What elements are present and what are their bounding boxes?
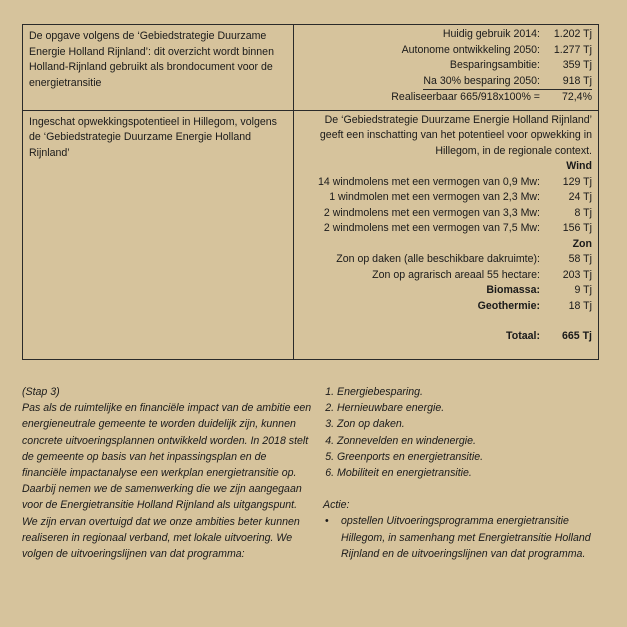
value-line: Na 30% besparing 2050: 918 Tj	[300, 74, 592, 91]
value-line: Huidig gebruik 2014: 1.202 Tj	[442, 28, 592, 40]
total-line: Totaal: 665 Tj	[506, 330, 592, 342]
value-line: Zon op agrarisch areaal 55 hectare: 203 Tj	[372, 268, 592, 281]
potentieel-values	[294, 110, 599, 359]
list-item: 5. Greenports en energietransitie.	[337, 449, 603, 465]
potentieel-intro: De ‘Gebiedstrategie Duurzame Energie Holland Rijnland’ geeft een inschatting van het potentieel voor opwekking in Hillegom, in de regionale context.	[319, 113, 592, 157]
list-item: 3. Zon op daken.	[337, 416, 603, 432]
table-row	[23, 25, 599, 111]
opgave-values	[294, 25, 599, 111]
step-body: Pas als de ruimtelijke en financiële impact van de ambitie een energieneutrale gemeente te worden duidelijk zijn, kunnen concrete uitvoeringsplannen ontwikkeld worden. In 2018 stelt de gemeente op basis van het inpassingsplan en de financiële impactanalyse een werkplan energietransitie op. Daarbij nemen we de samenwerking die we zijn aangegaan voor de Energietransitie Holland Rijnland als uitgangspunt. We zijn ervan overtuigd dat we onze ambities beter kunnen realiseren in regionaal verband, met lokale uitvoering. We volgen de uitvoeringslijnen van dat programma:	[22, 402, 312, 561]
value-line: Besparingsambitie: 359 Tj	[449, 59, 592, 71]
value-line: Biomassa: 9 Tj	[486, 284, 592, 296]
opgave-description: De opgave volgens de ‘Gebiedstrategie Duurzame Energie Holland Rijnland’: dit overzicht wordt binnen Holland-Rijnland gebruikt als brondocument voor de energietransitie	[23, 25, 294, 111]
list-item: 1. Energiebesparing.	[337, 384, 603, 400]
actie-title: Actie:	[323, 499, 350, 512]
value-line: 2 windmolens met een vermogen van 7,5 Mw: 156 Tj	[323, 222, 592, 234]
wind-heading: Wind	[566, 160, 592, 172]
step-section	[22, 384, 312, 562]
value-line: Geothermie: 18 Tj	[477, 299, 592, 312]
list-item: • opstellen Uitvoeringsprogramma energietransitie Hillegom, in samenhang met Energietransitie Holland Rijnland en de uitvoeringslijnen van dat programma.	[341, 513, 603, 562]
step-title: (Stap 3)	[22, 386, 60, 398]
zon-heading: Zon	[572, 237, 592, 250]
list-item: 2. Hernieuwbare energie.	[337, 400, 603, 416]
value-line: Zon op daken (alle beschikbare dakruimte): 58 Tj	[336, 253, 592, 265]
potentieel-description: Ingeschat opwekkingspotentieel in Hillegom, volgens de ‘Gebiedstrategie Duurzame Energie Holland Rijnland’	[23, 110, 294, 359]
value-line: Autonome ontwikkeling 2050: 1.277 Tj	[401, 43, 592, 56]
table-row	[23, 110, 599, 359]
value-line: 14 windmolens met een vermogen van 0,9 Mw: 129 Tj	[318, 175, 592, 188]
actie-list	[323, 513, 603, 562]
value-line: 1 windmolen met een vermogen van 2,3 Mw: 24 Tj	[329, 191, 592, 203]
uitvoeringslijnen-list	[323, 384, 603, 481]
list-item: 4. Zonnevelden en windenergie.	[337, 433, 603, 449]
energy-table	[22, 24, 599, 360]
list-item: 6. Mobiliteit en energietransitie.	[337, 465, 603, 481]
lijnen-section	[323, 384, 603, 562]
value-line: Realiseerbaar 665/918x100% = 72,4%	[391, 91, 592, 103]
value-line: 2 windmolens met een vermogen van 3,3 Mw: 8 Tj	[323, 206, 592, 219]
